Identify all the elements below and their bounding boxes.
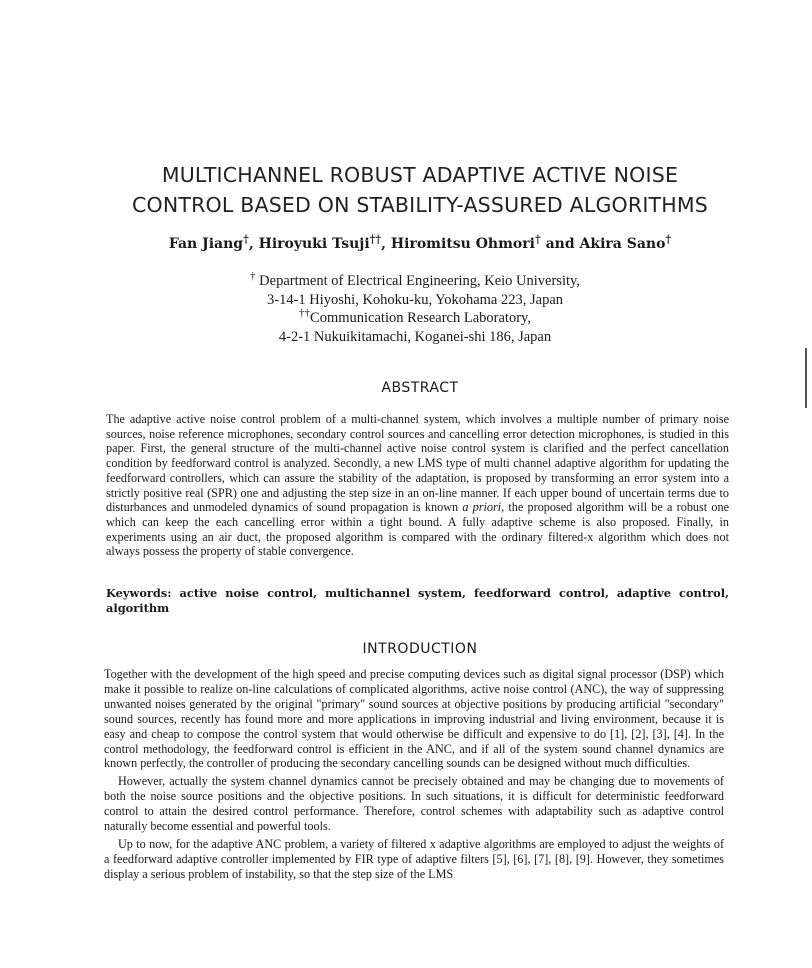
author-list [100,234,740,254]
intro-paragraph-3: Up to now, for the adaptive ANC problem, a variety of filtered x adaptive algorithms are employed to adjust the weights of a feedforward adaptive controller implemented by FIR type of adaptive filters [5], [6], [7], [8], [9]. However, they sometimes display a serious problem of instability, so that the step size of the LMS [104,836,724,881]
affiliation-dept: Department of Electrical Engineering, Keio University, [255,273,580,289]
author-mark: †† [369,232,382,246]
author-mark: † [243,232,249,246]
author-mark: † [665,232,672,246]
author-name: Hiroyuki Tsuji [258,236,370,252]
author-name: Fan Jiang [168,236,244,252]
abstract-italic: a priori [462,500,502,515]
keywords [106,586,729,616]
affiliation-keio [150,272,680,291]
keywords-list: active noise control, multichannel system, feedforward control, adaptive control, algorithm [106,586,729,615]
abstract-text-start: The adaptive active noise control problem of a multi-channel system, which involves a multiple number of primary noise sources, noise reference microphones, secondary control sources and cancelling error detection microphones, is studied in this paper. First, the general structure of the multi-channel active noise control system is clarified and the perfect cancellation condition by feedforward control is analyzed. Secondly, a new LMS type of multi channel adaptive algorithm for updating the feedforward controllers, which can assure the stability of the adaptation, is proposed by transforming an error system into a strictly positive real (SPR) one and adjusting the step size in an on-line manner. If each upper bound of uncertain terms due to disturbances and unmodeled dynamics of sound propagation is known [106,412,729,515]
author-name: Hiromitsu Ohmori [390,236,535,252]
affiliation-address-2: 4-2-1 Nukuikitamachi, Koganei-shi 186, Japan [278,328,552,345]
scan-margin-mark [805,348,807,408]
intro-paragraph-2: However, actually the system channel dynamics cannot be precisely obtained and may be changing due to movements of both the noise source positions and the objective positions. In such situations, it is difficult for deterministic feedforward control to attain the desired control performance. Therefore, control schemes with adaptability such as adaptive control naturally become essential and powerful tools. [104,774,724,834]
abstract-heading: ABSTRACT [381,380,459,396]
introduction-text [104,667,724,882]
introduction-heading: INTRODUCTION [362,641,478,657]
author-mark: † [534,232,541,246]
author-separator: , [248,236,259,252]
author-name: Akira Sano [579,236,666,252]
affiliation-lab: Communication Research Laboratory, [310,310,531,326]
author-separator: and [540,236,580,252]
paper-title [100,160,740,220]
intro-paragraph-1: Together with the development of the high speed and precise computing devices such as digital signal processor (DSP) which make it possible to realize on-line calculations of complicated algorithms, active noise control (ANC), the way of suppressing unwanted noises generated by the original "primary" sound sources at objective positions by producing artificial "secondary" sound sources, recently has found more and more applications in improving industrial and living environment, because it is easy and cheap to compose the control system that would otherwise be difficult and expensive to do [1], [2], [3], [4]. In the control methodology, the feedforward control is efficient in the ANC, and if all of the system sound channel dynamics are known perfectly, the controller of producing the secondary cancelling sounds can be designed without much difficulties. [104,667,724,771]
abstract-text [106,412,729,559]
title-line-2: CONTROL BASED ON STABILITY-ASSURED ALGORITHMS [131,193,708,217]
affiliation-mark: †† [299,307,311,320]
keywords-label: Keywords: [106,586,172,600]
affiliation-crl [150,309,680,328]
affiliation-mark: † [250,270,256,283]
affiliation-address-1: 3-14-1 Hiyoshi, Kohoku-ku, Yokohama 223, Japan [266,291,564,308]
title-line-1: MULTICHANNEL ROBUST ADAPTIVE ACTIVE NOISE [161,163,679,187]
affiliations [150,272,680,346]
abstract-text-end: , the proposed algorithm will be a robust one which can keep the each cancelling error within a tight bound. A fully adaptive scheme is also proposed. Finally, in experiments using an air duct, the proposed algorithm is compared with the ordinary filtered-x algorithm which does not always possess the property of stable convergence. [106,500,729,559]
author-separator: , [381,236,391,252]
